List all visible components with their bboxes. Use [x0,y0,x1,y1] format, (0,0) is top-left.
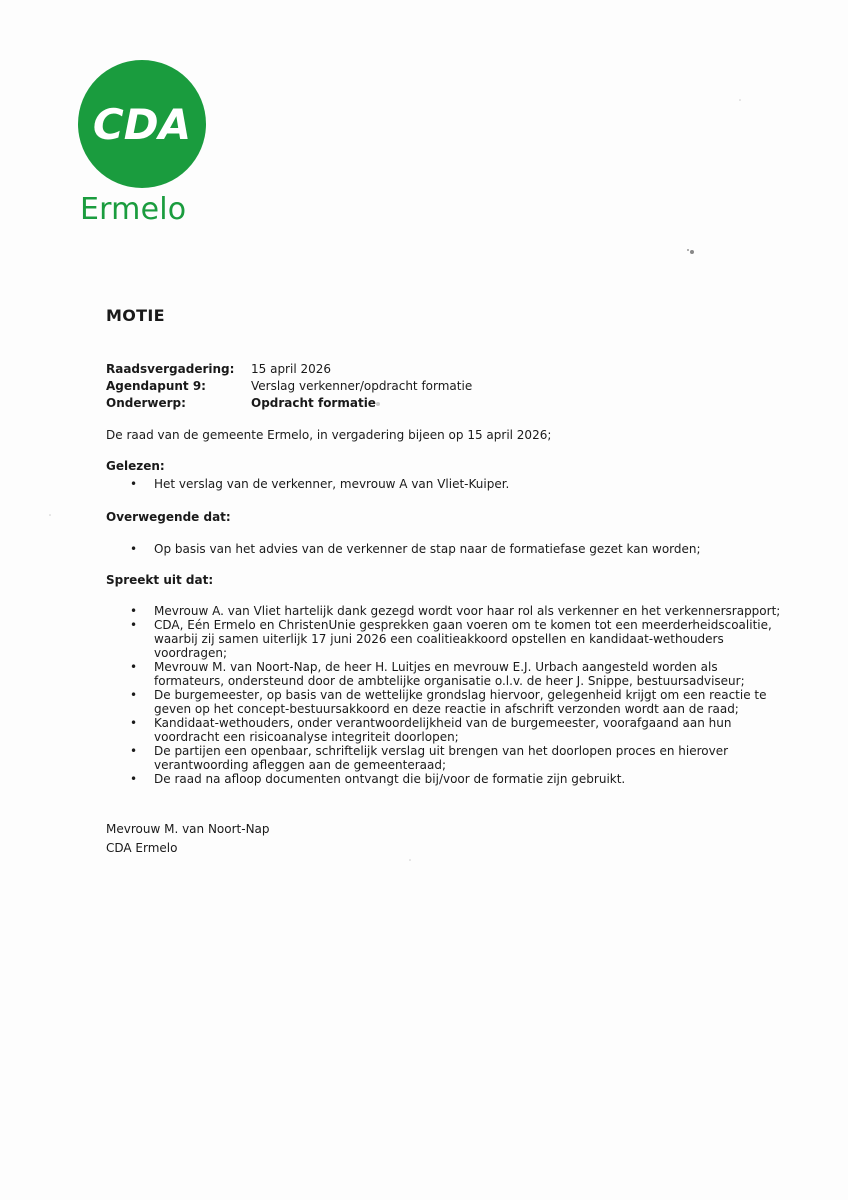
meta-row-subject [106,395,472,412]
document-title: MOTIE [106,306,165,325]
list-item-text: Op basis van het advies van de verkenner de stap naar de formatiefase gezet kan worden; [154,542,701,556]
list-item-text: Het verslag van de verkenner, mevrouw A van Vliet-Kuiper. [154,477,510,491]
list-item [106,744,780,772]
bullet-icon: • [130,542,138,556]
logo-text: CDA [92,100,192,149]
section-heading-overwegende: Overwegende dat: [106,510,231,524]
list-item-text: Mevrouw A. van Vliet hartelijk dank gezegd wordt voor haar rol als verkenner en het verkennersrapport; [154,604,781,618]
logo-wordmark [78,60,206,188]
list-item-text: verantwoording afleggen aan de gemeenteraad; [154,758,447,772]
meta-row-meeting [106,361,472,378]
list-item [106,772,780,786]
meta-row-agenda [106,378,472,395]
bullet-icon: • [130,772,138,786]
bullet-icon: • [130,744,138,758]
logo-circle [78,60,206,188]
meta-value: 15 april 2026 [251,362,332,376]
list-item-text: Kandidaat-wethouders, onder verantwoordelijkheid van de burgemeester, voorafgaand aan hun [154,716,732,730]
list-item-text: Mevrouw M. van Noort-Nap, de heer H. Luitjes en mevrouw E.J. Urbach aangesteld worden als [154,660,718,674]
bullet-icon: • [130,477,138,491]
meta-value: Verslag verkenner/opdracht formatie [251,379,473,393]
list-item [106,477,509,491]
signature-name: Mevrouw M. van Noort-Nap [106,822,270,836]
section-heading-gelezen: Gelezen: [106,459,165,473]
list-overwegende [106,542,701,556]
bullet-icon: • [130,618,138,632]
list-item-text: waarbij zij samen uiterlijk 17 juni 2026 een coalitieakkoord opstellen en kandidaat-wethouders [154,632,724,646]
list-item-text: geven op het concept-bestuursakkoord en deze reactie in afschrift verzonden wordt aan de raad; [154,702,739,716]
list-item-text: De partijen een openbaar, schriftelijk verslag uit brengen van het doorlopen proces en hierover [154,744,729,758]
list-item-text: De burgemeester, op basis van de wettelijke grondslag hiervoor, gelegenheid krijgt om een reactie te [154,688,767,702]
logo-city-name: Ermelo [80,192,187,227]
list-item [106,716,780,744]
list-gelezen [106,477,509,491]
bullet-icon: • [130,604,138,618]
list-spreekt-uit [106,604,780,786]
list-item [106,618,780,660]
meta-value: Opdracht formatie [251,396,376,410]
bullet-icon: • [130,716,138,730]
bullet-icon: • [130,688,138,702]
list-item-text: voordragen; [154,646,228,660]
meta-label: Onderwerp: [106,396,186,410]
list-item [106,542,701,556]
meta-table [106,361,472,412]
list-item-text: voordracht een risicoanalyse integriteit doorlopen; [154,730,459,744]
list-item-text: CDA, Eén Ermelo en ChristenUnie gesprekken gaan voeren om te komen tot een meerderheidscoalitie, [154,618,772,632]
cda-ermelo-logo [78,60,208,227]
list-item-text: De raad na afloop documenten ontvangt die bij/voor de formatie zijn gebruikt. [154,772,626,786]
list-item [106,660,780,688]
section-heading-spreekt-uit: Spreekt uit dat: [106,573,214,587]
list-item [106,688,780,716]
list-item [106,604,780,618]
signature-party: CDA Ermelo [106,841,178,855]
meta-label: Agendapunt 9: [106,379,206,393]
bullet-icon: • [130,660,138,674]
list-item-text: formateurs, ondersteund door de ambtelijke organisatie o.l.v. de heer J. Snippe, bestuursadviseur; [154,674,745,688]
intro-text: De raad van de gemeente Ermelo, in vergadering bijeen op 15 april 2026; [106,428,552,442]
signature-block [106,820,270,858]
meta-label: Raadsvergadering: [106,362,235,376]
